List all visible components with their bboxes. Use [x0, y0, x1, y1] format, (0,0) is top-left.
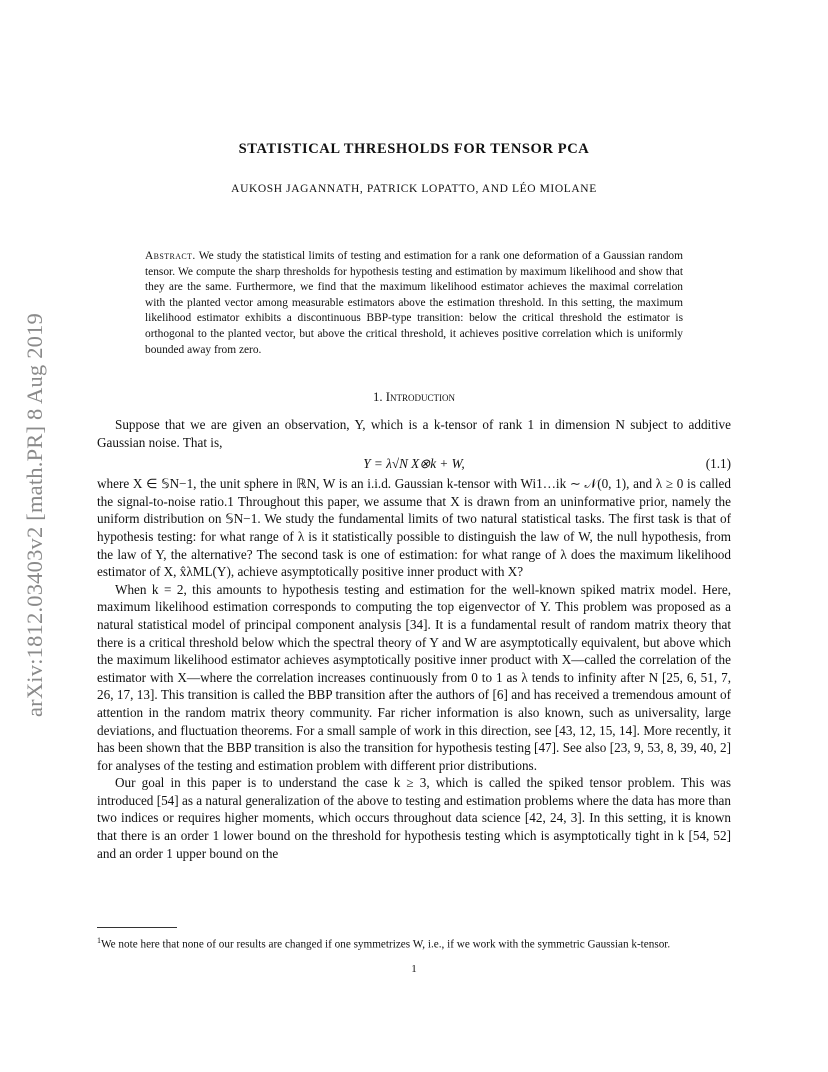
abstract-text: We study the statistical limits of testing and estimation for a rank one deformation of a Gaussian random tensor. We compute the sharp thresholds for hypothesis testing and estimation by maximum likelihood and show that they are the same. Furthermore, we find that the maximum likelihood estimator achieves the maximal correlation with the planted vector among measurable estimators above the estimation threshold. In this setting, the maximum likelihood estimator exhibits a discontinuous BBP-type transition: below the critical threshold the estimator is orthogonal to the planted vector, but above the critical threshold, it achieves positive correlation which is uniformly bounded away from zero. [145, 250, 683, 356]
section-number: 1. [372, 390, 383, 404]
page-number: 1 [411, 963, 417, 975]
equation-number: (1.1) [705, 456, 731, 472]
paper-title: STATISTICAL THRESHOLDS FOR TENSOR PCA [238, 141, 590, 157]
section-title: Introduction [385, 390, 456, 404]
equation-expression: Y = λ√N X⊗k + W, [363, 456, 465, 472]
paper-authors: AUKOSH JAGANNATH, PATRICK LOPATTO, AND LÉO MIOLANE [231, 183, 597, 195]
paragraph-1: Suppose that we are given an observation, Y, which is a k-tensor of rank 1 in dimension N subject to additive Gaussian noise. That is, [97, 417, 731, 450]
footnote-text: We note here that none of our results are changed if one symmetrizes W, i.e., if we work with the symmetric Gaussian k-tensor. [101, 938, 671, 951]
section-heading [0, 390, 828, 405]
arxiv-id: arXiv:1812.03403v2 [math.PR] 8 Aug 2019 [22, 312, 47, 718]
main-body [97, 416, 731, 862]
arxiv-sidebar-stamp [18, 270, 52, 760]
footnote [97, 933, 731, 953]
paragraph-3: When k = 2, this amounts to hypothesis testing and estimation for the well-known spiked matrix model. Here, maximum likelihood estimation corresponds to computing the top eigenvector of Y. This problem was proposed as a natural statistical model of principal component analysis [34]. It is a fundamental result of random matrix theory that there is a critical threshold below which the spectral theory of Y and W are asymptotically equivalent, but above which the maximum likelihood estimator achieves asymptotically positive inner product with X—called the correlation of the estimator with X—where the correlation increases continuously from 0 to 1 as λ tends to infinity after N [25, 6, 51, 7, 26, 17, 13]. This transition is called the BBP transition after the authors of [6] and has received a tremendous amount of attention in the random matrix theory community. Far richer information is also known, such as universality, large deviations, and fluctuation theorems. For a small sample of work in this direction, see [43, 12, 15, 14]. More recently, it has been shown that the BBP transition is also the transition for hypothesis testing [47]. See also [23, 9, 53, 8, 39, 40, 2] for analyses of the testing and estimation problem with different prior distributions. [97, 581, 731, 773]
abstract [145, 249, 683, 358]
abstract-heading: Abstract. [145, 250, 196, 262]
footnote-marker: 1 [97, 936, 101, 945]
paragraph-2: where X ∈ 𝕊N−1, the unit sphere in ℝN, W is an i.i.d. Gaussian k-tensor with Wi1…ik ∼ 𝒩(0, 1), and λ ≥ 0 is called the signal-to-noise ratio.1 Throughout this paper, we assume that X is drawn from an uninformative prior, namely the uniform distribution on 𝕊N−1. We study the fundamental limits of two natural statistical tasks. The first task is that of hypothesis testing: for what range of λ is it statistically possible to distinguish the law of W, the null hypothesis, from the law of Y, the alternative? The second task is one of estimation: for what range of λ does the maximum likelihood estimator of X, x̂λML(Y), achieve asymptotically positive inner product with X? [97, 476, 731, 580]
paragraph-4: Our goal in this paper is to understand the case k ≥ 3, which is called the spiked tensor problem. This was introduced [54] as a natural generalization of the above to testing and estimation problems where the data has more than two indices or requires higher moments, which occurs throughout data science [42, 24, 3]. In this setting, it is known that there is an order 1 lower bound on the threshold for hypothesis testing which is asymptotically tight in k [54, 52] and an order 1 upper bound on the [97, 775, 731, 861]
equation-1-1 [97, 453, 731, 475]
footnote-rule [97, 927, 177, 928]
